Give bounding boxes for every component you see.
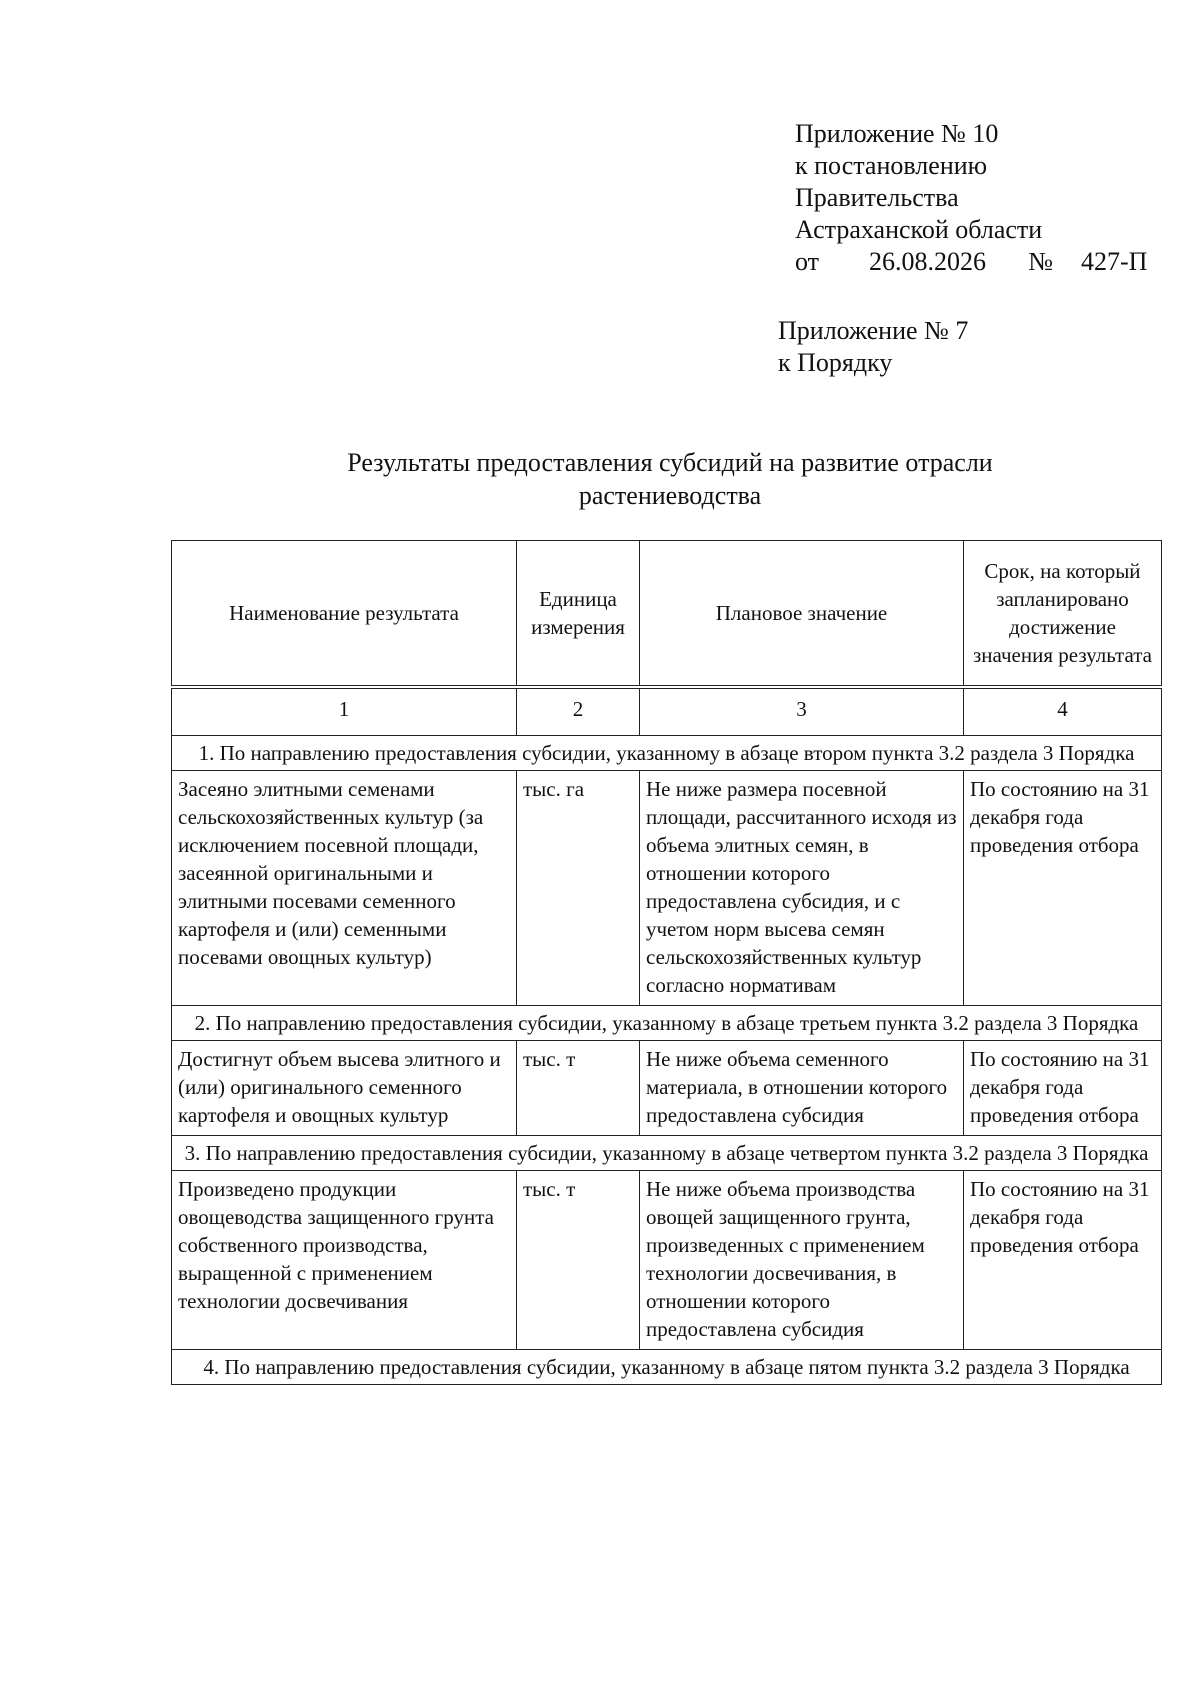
document-title	[170, 446, 1170, 512]
section-heading: 2. По направлению предоставления субсидии, указанному в абзаце третьем пункта 3.2 раздела 3 Порядка	[172, 1006, 1162, 1041]
document-title-line: растениеводства	[578, 481, 762, 510]
section-heading: 3. По направлению предоставления субсидии, указанному в абзаце четвертом пункта 3.2 раздела 3 Порядка	[172, 1136, 1162, 1171]
appendix-10-line: Правительства	[795, 183, 959, 212]
planned-value-cell: Не ниже объема производства овощей защищенного грунта, произведенных с применением технологии досвечивания, в отношении которого предоставлена субсидия	[640, 1171, 964, 1350]
appendix-10-line: Приложение № 10	[795, 119, 999, 148]
results-table	[171, 540, 1162, 1385]
section-heading: 1. По направлению предоставления субсидии, указанному в абзаце втором пункта 3.2 раздела 3 Порядка	[172, 736, 1162, 771]
unit-cell: тыс. т	[517, 1041, 640, 1136]
column-number: 3	[640, 687, 964, 736]
section-heading-row	[172, 1136, 1162, 1171]
unit-cell: тыс. т	[517, 1171, 640, 1350]
column-number-row	[172, 687, 1162, 736]
result-cell: Достигнут объем высева элитного и (или) оригинального семенного картофеля и овощных культур	[172, 1041, 517, 1136]
appendix-10-line: Астраханской области	[795, 215, 1043, 244]
table-row	[172, 1041, 1162, 1136]
column-header-planned: Плановое значение	[640, 541, 964, 688]
appendix-7-line: Приложение № 7	[778, 316, 969, 345]
resolution-date: 26.08.2026	[869, 247, 986, 276]
deadline-cell: По состоянию на 31 декабря года проведения отбора	[964, 1041, 1162, 1136]
resolution-number: 427-П	[1081, 247, 1148, 276]
planned-value-cell: Не ниже объема семенного материала, в отношении которого предоставлена субсидия	[640, 1041, 964, 1136]
section-heading-row	[172, 736, 1162, 771]
deadline-cell: По состоянию на 31 декабря года проведения отбора	[964, 771, 1162, 1006]
section-heading-row	[172, 1350, 1162, 1385]
section-heading: 4. По направлению предоставления субсидии, указанному в абзаце пятом пункта 3.2 раздела 3 Порядка	[172, 1350, 1162, 1385]
section-heading-row	[172, 1006, 1162, 1041]
resolution-date-line	[795, 246, 1147, 278]
appendix-10-header	[795, 118, 1147, 278]
appendix-7-header	[778, 315, 968, 379]
planned-value-cell: Не ниже размера посевной площади, рассчитанного исходя из объема элитных семян, в отношении которого предоставлена субсидия, и с учетом норм высева семян сельскохозяйственных культур согласно нормативам	[640, 771, 964, 1006]
number-sign: №	[1028, 247, 1053, 276]
column-number: 4	[964, 687, 1162, 736]
appendix-7-line: к Порядку	[778, 348, 893, 377]
result-cell: Засеяно элитными семенами сельскохозяйственных культур (за исключением посевной площади, засеянной оригинальными и элитными посевами семенного картофеля и (или) семенными посевами овощных культур)	[172, 771, 517, 1006]
deadline-cell: По состоянию на 31 декабря года проведения отбора	[964, 1171, 1162, 1350]
document-title-line: Результаты предоставления субсидий на развитие отрасли	[347, 448, 993, 477]
result-cell: Произведено продукции овощеводства защищенного грунта собственного производства, выращенной с применением технологии досвечивания	[172, 1171, 517, 1350]
column-number: 2	[517, 687, 640, 736]
column-header-unit: Единица измерения	[517, 541, 640, 688]
appendix-10-line: к постановлению	[795, 151, 988, 180]
column-header-result: Наименование результата	[172, 541, 517, 688]
column-number: 1	[172, 687, 517, 736]
table-header-row	[172, 541, 1162, 688]
date-prefix: от	[795, 247, 820, 276]
table-row	[172, 1171, 1162, 1350]
table-row	[172, 771, 1162, 1006]
column-header-deadline: Срок, на который запланировано достижение значения результата	[964, 541, 1162, 688]
unit-cell: тыс. га	[517, 771, 640, 1006]
